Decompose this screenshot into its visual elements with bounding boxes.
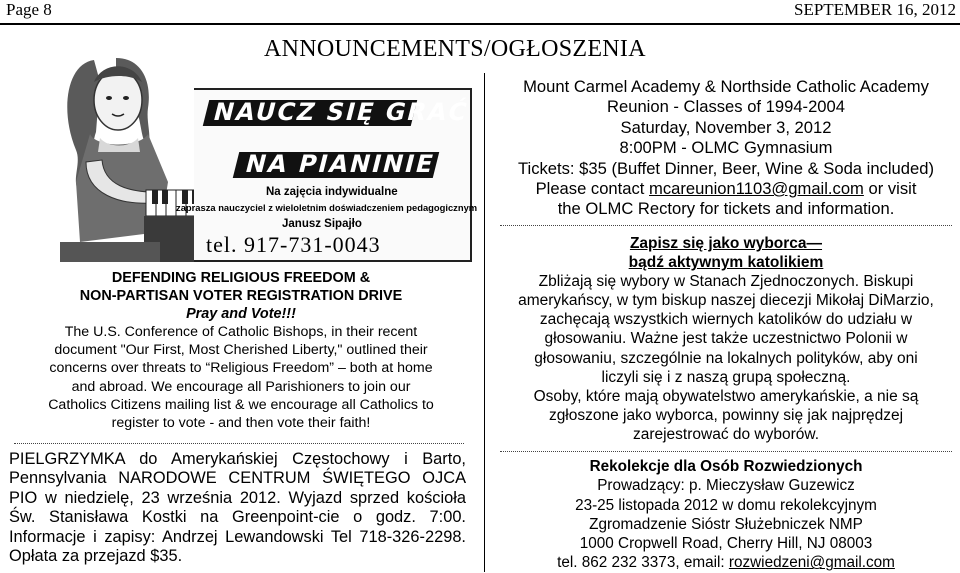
reunion-line: Reunion - Classes of 1994-2004 — [607, 97, 845, 117]
voter-body-line: zgłoszone jako wyborca, powinny się jak najprędzej — [548, 406, 904, 424]
retreat-line: 1000 Cropwell Road, Cherry Hill, NJ 08003 — [579, 535, 873, 553]
defending-body-line: register to vote - and then vote their faith! — [111, 415, 371, 432]
defending-title-line-2: NON-PARTISAN VOTER REGISTRATION DRIVE — [79, 288, 403, 305]
dotted-separator — [500, 451, 952, 452]
retreat-email-link[interactable]: rozwiedzeni@gmail.com — [728, 554, 895, 572]
page-number: Page 8 — [6, 0, 52, 19]
retreat-title: Rekolekcje dla Osób Rozwiedzionych — [589, 458, 863, 475]
retreat-line: Zgromadzenie Sióstr Służebniczek NMP — [589, 515, 863, 533]
pray-and-vote-tagline: Pray and Vote!!! — [186, 306, 296, 323]
reunion-announcement — [492, 77, 960, 220]
defending-freedom-body — [14, 323, 468, 432]
defending-freedom-title — [14, 269, 468, 324]
reunion-contact-prefix: Please contact — [535, 179, 650, 199]
issue-date: SEPTEMBER 16, 2012 — [794, 0, 956, 19]
defending-body-line: document "Our First, Most Cherished Liberty," outlined their — [54, 342, 428, 359]
ad-line-2: zaprasza nauczyciel z wieloletnim doświadczeniem pedagogicznym — [176, 202, 478, 213]
voter-body-line: Osoby, które mają obywatelstwo amerykańskie, a nie są — [533, 387, 919, 405]
defending-body-line: The U.S. Conference of Catholic Bishops, in their recent — [64, 324, 418, 340]
retreat-line: Prowadzący: p. Mieczysław Guzewicz — [597, 477, 855, 495]
reunion-line: Mount Carmel Academy & Northside Catholic Academy — [523, 77, 929, 96]
ad-headline-1: NAUCZ SIĘ GRAĆ — [210, 98, 472, 126]
defending-body-line: Catholics Citizens mailing list & we encourage all Catholics to — [48, 396, 434, 413]
ad-line-1: Na zajęcia indywidualne — [266, 186, 398, 198]
defending-title-line-1: DEFENDING RELIGIOUS FREEDOM & — [111, 270, 371, 286]
ad-phone: tel. 917-731-0043 — [206, 232, 381, 257]
reunion-email-link[interactable]: mcareunion1103@gmail.com — [649, 179, 864, 199]
voter-body-line: Zbliżają się wybory w Stanach Zjednoczonych. Biskupi — [538, 273, 914, 291]
voter-body-line: zachęcają wszystkich wiernych katolików do udziału w — [539, 311, 913, 329]
voter-title-line-1: Zapisz się jako wyborca— — [629, 235, 823, 252]
reunion-contact-suffix: or visit — [863, 179, 917, 199]
dotted-separator — [500, 225, 952, 226]
voter-registration-announcement — [492, 234, 960, 444]
ad-headline-2: NA PIANINIE — [242, 150, 439, 178]
voter-body-line: amerykańscy, w tym biskup naszej diecezji Mikołaj DiMarzio, — [518, 292, 934, 310]
reunion-contact-line — [492, 179, 960, 199]
defending-body-line: concerns over threats to “Religious Freedom” – both at home — [49, 360, 433, 377]
voter-title-line-2: bądź aktywnym katolikiem — [628, 254, 824, 272]
voter-body-line: głosowaniu, szczególnie na lokalnych polityków, aby oni — [534, 349, 918, 367]
retreat-contact-line — [492, 553, 960, 572]
reunion-line: Saturday, November 3, 2012 — [620, 117, 832, 137]
retreat-announcement — [492, 457, 960, 573]
section-title: ANNOUNCEMENTS/OGŁOSZENIA — [264, 36, 646, 62]
pilgrimage-announcement: PIELGRZYMKA do Amerykańskiej Częstochowy i Barto, Pennsylvania NARODOWE CENTRUM ŚWIĘTEGO OJCA PIO w niedzielę, 23 września 2012. Wyjazd sprzed kościoła Św. Stanisława Kostki na Greenpoint-cie o godz. 7:00. Informacje i zapisy: Andrzej Lewandowski Tel 718-326-2298. Opłata za przejazd $35. — [9, 450, 466, 566]
dotted-separator — [14, 443, 464, 444]
voter-body-line: liczyli się i z naszą grupą społeczną. — [601, 368, 851, 386]
defending-body-line: and abroad. We encourage all Parishioners to join our — [71, 378, 411, 395]
voter-body-line: głosowaniu. Ważne jest także uczestnictwo Polonii w — [544, 330, 908, 348]
column-divider — [484, 73, 485, 572]
header-rule — [0, 23, 960, 25]
voter-body-line: zarejestrować do wyborów. — [632, 425, 820, 443]
reunion-line: Tickets: $35 (Buffet Dinner, Beer, Wine & Soda included) — [518, 158, 934, 178]
ad-line-3: Janusz Sipajło — [282, 218, 362, 230]
retreat-contact-prefix: tel. 862 232 3373, email: — [557, 554, 729, 572]
reunion-line: the OLMC Rectory for tickets and information. — [557, 199, 895, 219]
reunion-line: 8:00PM - OLMC Gymnasium — [619, 138, 833, 158]
piano-lessons-ad — [56, 52, 478, 262]
retreat-line: 23-25 listopada 2012 w domu rekolekcyjnym — [575, 496, 877, 514]
